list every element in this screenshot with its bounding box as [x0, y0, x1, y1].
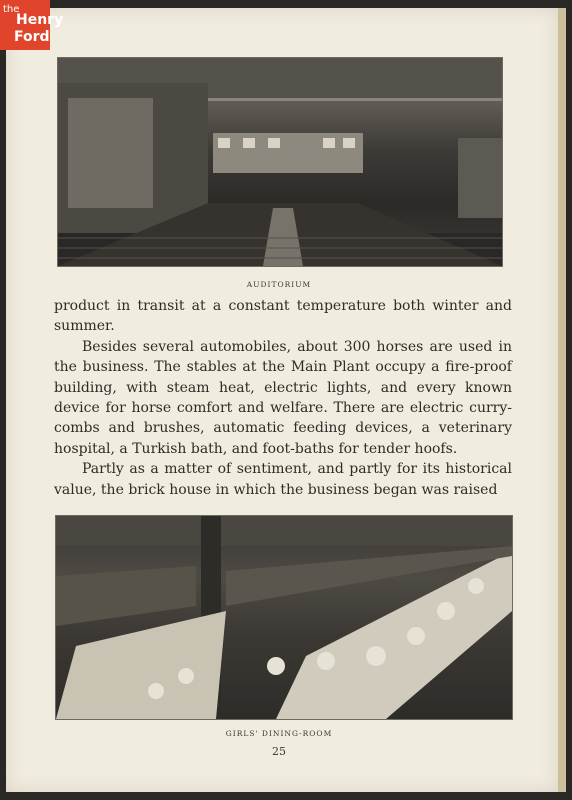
page-number: 25: [272, 745, 286, 758]
dining-room-caption: GIRLS' DINING-ROOM: [225, 729, 333, 738]
paragraph-2: Besides several automobiles, about 300 horses are used in the business. The stables at the Main Plant occupy a fire-proof building, with steam heat, electric lights, and every known device for horse comfort and welfare. There are electric curry-combs and brushes, automatic feeding devices, a veterinary hospital, a Turkish bath, and foot-baths for tender hoofs.: [54, 338, 512, 457]
paragraph-1: product in transit at a constant temperature both winter and summer.: [54, 298, 512, 335]
paragraph-3: Partly as a matter of sentiment, and partly for its historical value, the brick house in which the business began was raised: [54, 461, 512, 498]
body-text: [54, 296, 512, 500]
auditorium-caption: AUDITORIUM: [246, 280, 312, 289]
dining-room-photo: [55, 515, 513, 720]
page-edge: [558, 8, 566, 792]
auditorium-photo: [57, 57, 503, 267]
henry-ford-logo: the Henry Ford: [0, 0, 50, 50]
